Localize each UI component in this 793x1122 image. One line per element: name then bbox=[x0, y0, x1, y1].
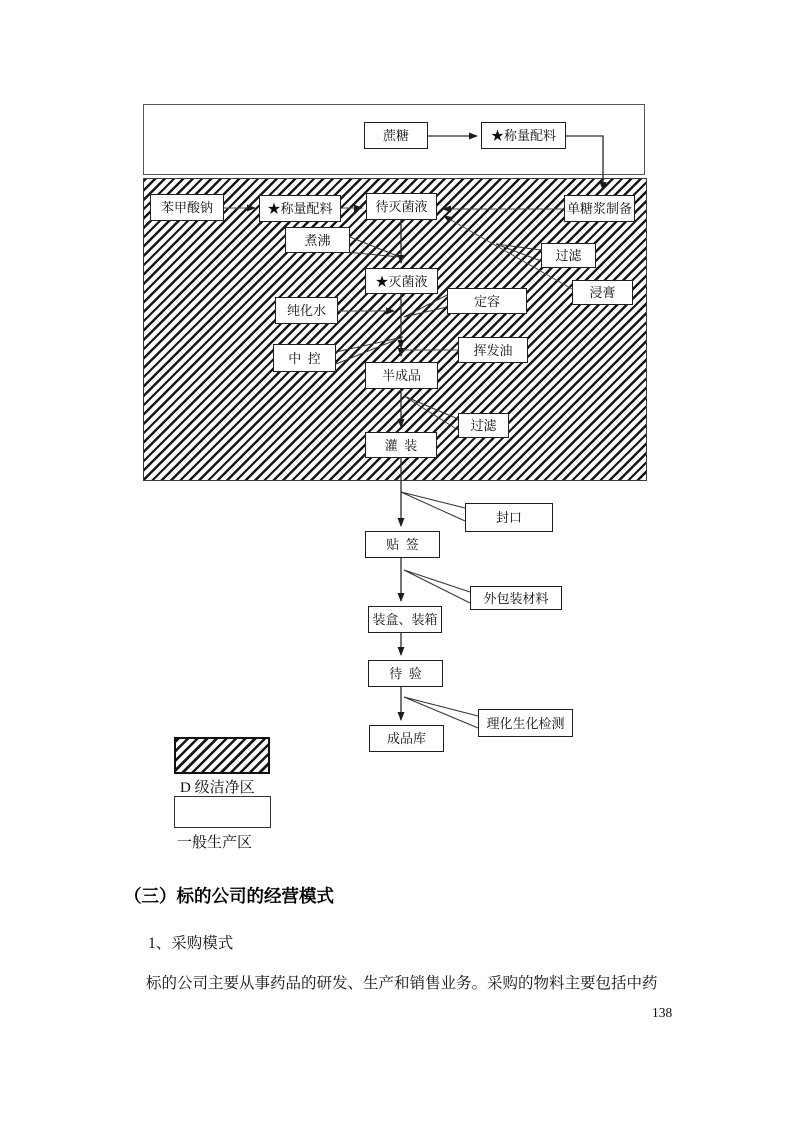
node-physio-chem-test: 理化生化检测 bbox=[478, 709, 573, 737]
callout-sealing bbox=[401, 492, 465, 521]
node-volatile-oil: 挥发油 bbox=[458, 337, 528, 363]
node-finished-warehouse: 成品库 bbox=[369, 725, 444, 752]
node-weigh-mid: ★称量配料 bbox=[259, 195, 341, 222]
node-syrup-prep: 单糖浆制备 bbox=[564, 195, 635, 222]
legend-general-area-label: 一般生产区 bbox=[177, 835, 253, 851]
node-sterile-liquid: ★灭菌液 bbox=[365, 268, 438, 294]
legend-clean-area-label: D 级洁净区 bbox=[180, 780, 255, 796]
node-purified-water: 纯化水 bbox=[275, 297, 338, 324]
callout-physio-chem bbox=[404, 697, 478, 728]
node-boxing: 装盒、装箱 bbox=[368, 606, 442, 633]
node-filter-top: 过滤 bbox=[541, 243, 596, 268]
node-pre-sterile-liquid: 待灭菌液 bbox=[366, 193, 437, 220]
node-pending-inspection: 待 验 bbox=[368, 660, 443, 687]
page-number: 138 bbox=[652, 1005, 673, 1020]
node-sucrose: 蔗糖 bbox=[364, 122, 428, 149]
node-sealing: 封口 bbox=[465, 503, 553, 532]
node-mid-control: 中 控 bbox=[273, 344, 336, 372]
node-filter-mid: 过滤 bbox=[458, 413, 509, 438]
subsection-heading: 1、采购模式 bbox=[148, 935, 234, 952]
node-semi-finished: 半成品 bbox=[365, 362, 438, 389]
legend-clean-area-swatch bbox=[174, 737, 270, 774]
legend-general-area-swatch bbox=[174, 796, 271, 828]
node-labeling: 贴 签 bbox=[365, 531, 440, 558]
node-boil: 煮沸 bbox=[285, 227, 350, 253]
body-paragraph: 标的公司主要从事药品的研发、生产和销售业务。采购的物料主要包括中药 bbox=[146, 975, 658, 992]
node-weigh-top: ★称量配料 bbox=[481, 122, 566, 149]
node-outer-packaging: 外包装材料 bbox=[470, 586, 562, 610]
node-extract: 浸膏 bbox=[572, 280, 633, 305]
section-heading: （三）标的公司的经营模式 bbox=[124, 886, 334, 906]
node-sodium-benzoate: 苯甲酸钠 bbox=[150, 194, 224, 221]
callout-outer-packaging bbox=[404, 570, 470, 603]
node-constant-volume: 定容 bbox=[447, 288, 527, 314]
node-filling: 灌 装 bbox=[365, 432, 437, 458]
